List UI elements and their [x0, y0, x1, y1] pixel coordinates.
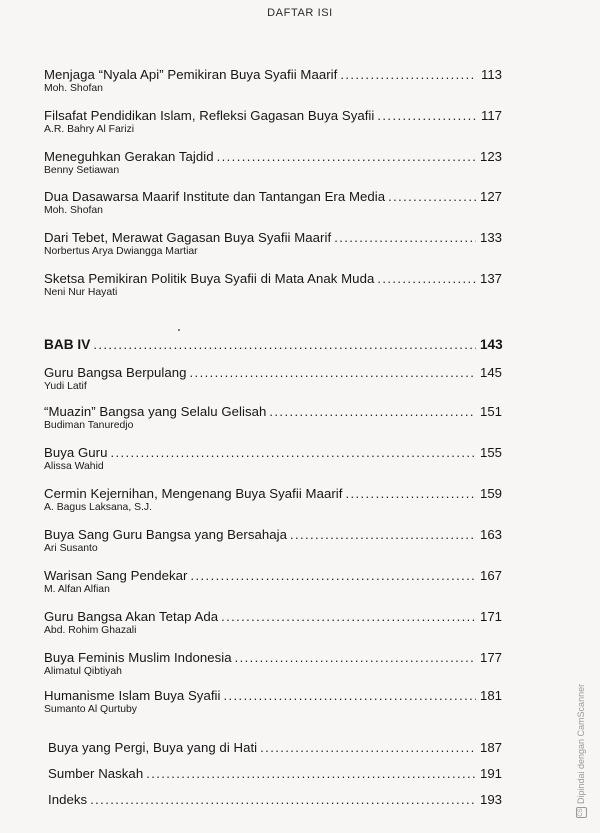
- toc-entry-title: Humanisme Islam Buya Syafii: [44, 688, 221, 703]
- dot-leader: [224, 688, 476, 703]
- toc-entry-title: Dari Tebet, Merawat Gagasan Buya Syafii Maarif: [44, 230, 332, 245]
- toc-entry-page: 187: [480, 740, 503, 755]
- toc-entry-title: Sketsa Pemikiran Politik Buya Syafii di Mata Anak Muda: [44, 271, 375, 286]
- toc-entry-author: Norbertus Arya Dwiangga Martiar: [44, 246, 198, 257]
- toc-entry: [44, 527, 502, 554]
- toc-entry-title: Buya Sang Guru Bangsa yang Bersahaja: [44, 527, 287, 542]
- toc-entry-page: 137: [480, 271, 503, 286]
- toc-entry: [44, 404, 502, 431]
- toc-entry-title: Cermin Kejernihan, Mengenang Buya Syafii Maarif: [44, 486, 343, 501]
- toc-entry: [48, 740, 502, 755]
- toc-entry-title: Buya Guru: [44, 445, 108, 460]
- toc-entry-page: 117: [480, 108, 502, 123]
- toc-entry-page: 159: [480, 486, 503, 501]
- dot-leader: [340, 67, 476, 82]
- toc-entry-title: Warisan Sang Pendekar: [44, 568, 188, 583]
- toc-entry-title: Menjaga “Nyala Api” Pemikiran Buya Syafii Maarif: [44, 67, 338, 82]
- toc-entry: [44, 108, 502, 135]
- toc-entry-page: 145: [480, 365, 503, 380]
- toc-entry-author: Alissa Wahid: [44, 461, 104, 472]
- toc-entry-page: 163: [480, 527, 503, 542]
- dot-leader: [346, 486, 477, 501]
- toc-entry: [44, 230, 502, 257]
- toc-entry-page: 181: [480, 688, 503, 703]
- dot-leader: [388, 189, 476, 204]
- toc-entry-page: 123: [480, 149, 503, 164]
- dot-leader: [260, 740, 476, 755]
- toc-entry-page: 193: [480, 792, 503, 807]
- toc-entry-title: Buya Feminis Muslim Indonesia: [44, 650, 232, 665]
- toc-entry-author: M. Alfan Alfian: [44, 584, 110, 595]
- watermark-text: Dipindai dengan CamScanner: [576, 683, 586, 804]
- toc-entry-page: 191: [480, 766, 503, 781]
- toc-entry-title: Guru Bangsa Akan Tetap Ada: [44, 609, 219, 624]
- toc-entry-author: Yudi Latif: [44, 381, 87, 392]
- camscanner-logo-icon: CS: [576, 807, 587, 818]
- toc-entry: [44, 149, 502, 176]
- toc-entry: [44, 609, 502, 636]
- toc-entry: [44, 189, 502, 216]
- chapter-title: BAB IV: [44, 337, 91, 352]
- dot-leader: [377, 271, 476, 286]
- toc-entry-author: A. Bagus Laksana, S.J.: [44, 502, 153, 513]
- toc-entry: [44, 650, 502, 677]
- toc-entry-title: “Muazin” Bangsa yang Selalu Gelisah: [44, 404, 267, 419]
- toc-entry-page: 127: [480, 189, 503, 204]
- toc-entry-title: Guru Bangsa Berpulang: [44, 365, 187, 380]
- toc-entry-title: Dua Dasawarsa Maarif Institute dan Tantangan Era Media: [44, 189, 386, 204]
- toc-entry: [44, 271, 502, 298]
- toc-entry-title: Sumber Naskah: [48, 766, 144, 781]
- toc-entry: [44, 67, 502, 94]
- toc-entry-title: Filsafat Pendidikan Islam, Refleksi Gagasan Buya Syafii: [44, 108, 375, 123]
- dot-leader: [235, 650, 476, 665]
- toc-entry-author: Alimatul Qibtiyah: [44, 666, 122, 677]
- chapter-page: 143: [480, 337, 503, 352]
- toc-entry-page: 177: [480, 650, 503, 665]
- toc-entry-title: Buya yang Pergi, Buya yang di Hati: [48, 740, 258, 755]
- toc-entry: [44, 486, 502, 513]
- toc-entry-page: 167: [480, 568, 503, 583]
- toc-entry-author: Neni Nur Hayati: [44, 287, 118, 298]
- toc-entry: [48, 792, 502, 807]
- toc-entry-title: Meneguhkan Gerakan Tajdid: [44, 149, 214, 164]
- toc-entry-author: Moh. Shofan: [44, 205, 103, 216]
- page-header: DAFTAR ISI: [267, 7, 333, 19]
- toc-entry-author: A.R. Bahry Al Farizi: [44, 124, 135, 135]
- chapter-heading: [44, 337, 502, 352]
- dot-leader: [290, 527, 476, 542]
- toc-entry-title: Indeks: [48, 792, 88, 807]
- dot-leader: [221, 609, 476, 624]
- scan-speck: [178, 329, 180, 331]
- toc-entry-author: Budiman Tanuredjo: [44, 420, 134, 431]
- toc-entry-author: Abd. Rohim Ghazali: [44, 625, 137, 636]
- toc-entry: [44, 568, 502, 595]
- dot-leader: [146, 766, 476, 781]
- toc-entry: [44, 445, 502, 472]
- toc-entry-page: 155: [480, 445, 503, 460]
- dot-leader: [269, 404, 476, 419]
- toc-entry: [48, 766, 502, 781]
- toc-entry-author: Moh. Shofan: [44, 83, 103, 94]
- scanner-watermark: [576, 684, 587, 818]
- dot-leader: [217, 149, 476, 164]
- dot-leader: [90, 792, 476, 807]
- toc-entry-page: 133: [480, 230, 503, 245]
- dot-leader: [93, 337, 476, 352]
- toc-entry: [44, 688, 502, 715]
- toc-entry-author: Ari Susanto: [44, 543, 98, 554]
- dot-leader: [377, 108, 476, 123]
- toc-entry-page: 113: [480, 67, 502, 82]
- dot-leader: [191, 568, 476, 583]
- toc-entry-page: 151: [480, 404, 503, 419]
- dot-leader: [111, 445, 477, 460]
- dot-leader: [190, 365, 476, 380]
- toc-entry-author: Sumanto Al Qurtuby: [44, 704, 137, 715]
- toc-entry: [44, 365, 502, 392]
- toc-entry-author: Benny Setiawan: [44, 165, 120, 176]
- dot-leader: [334, 230, 476, 245]
- toc-entry-page: 171: [480, 609, 503, 624]
